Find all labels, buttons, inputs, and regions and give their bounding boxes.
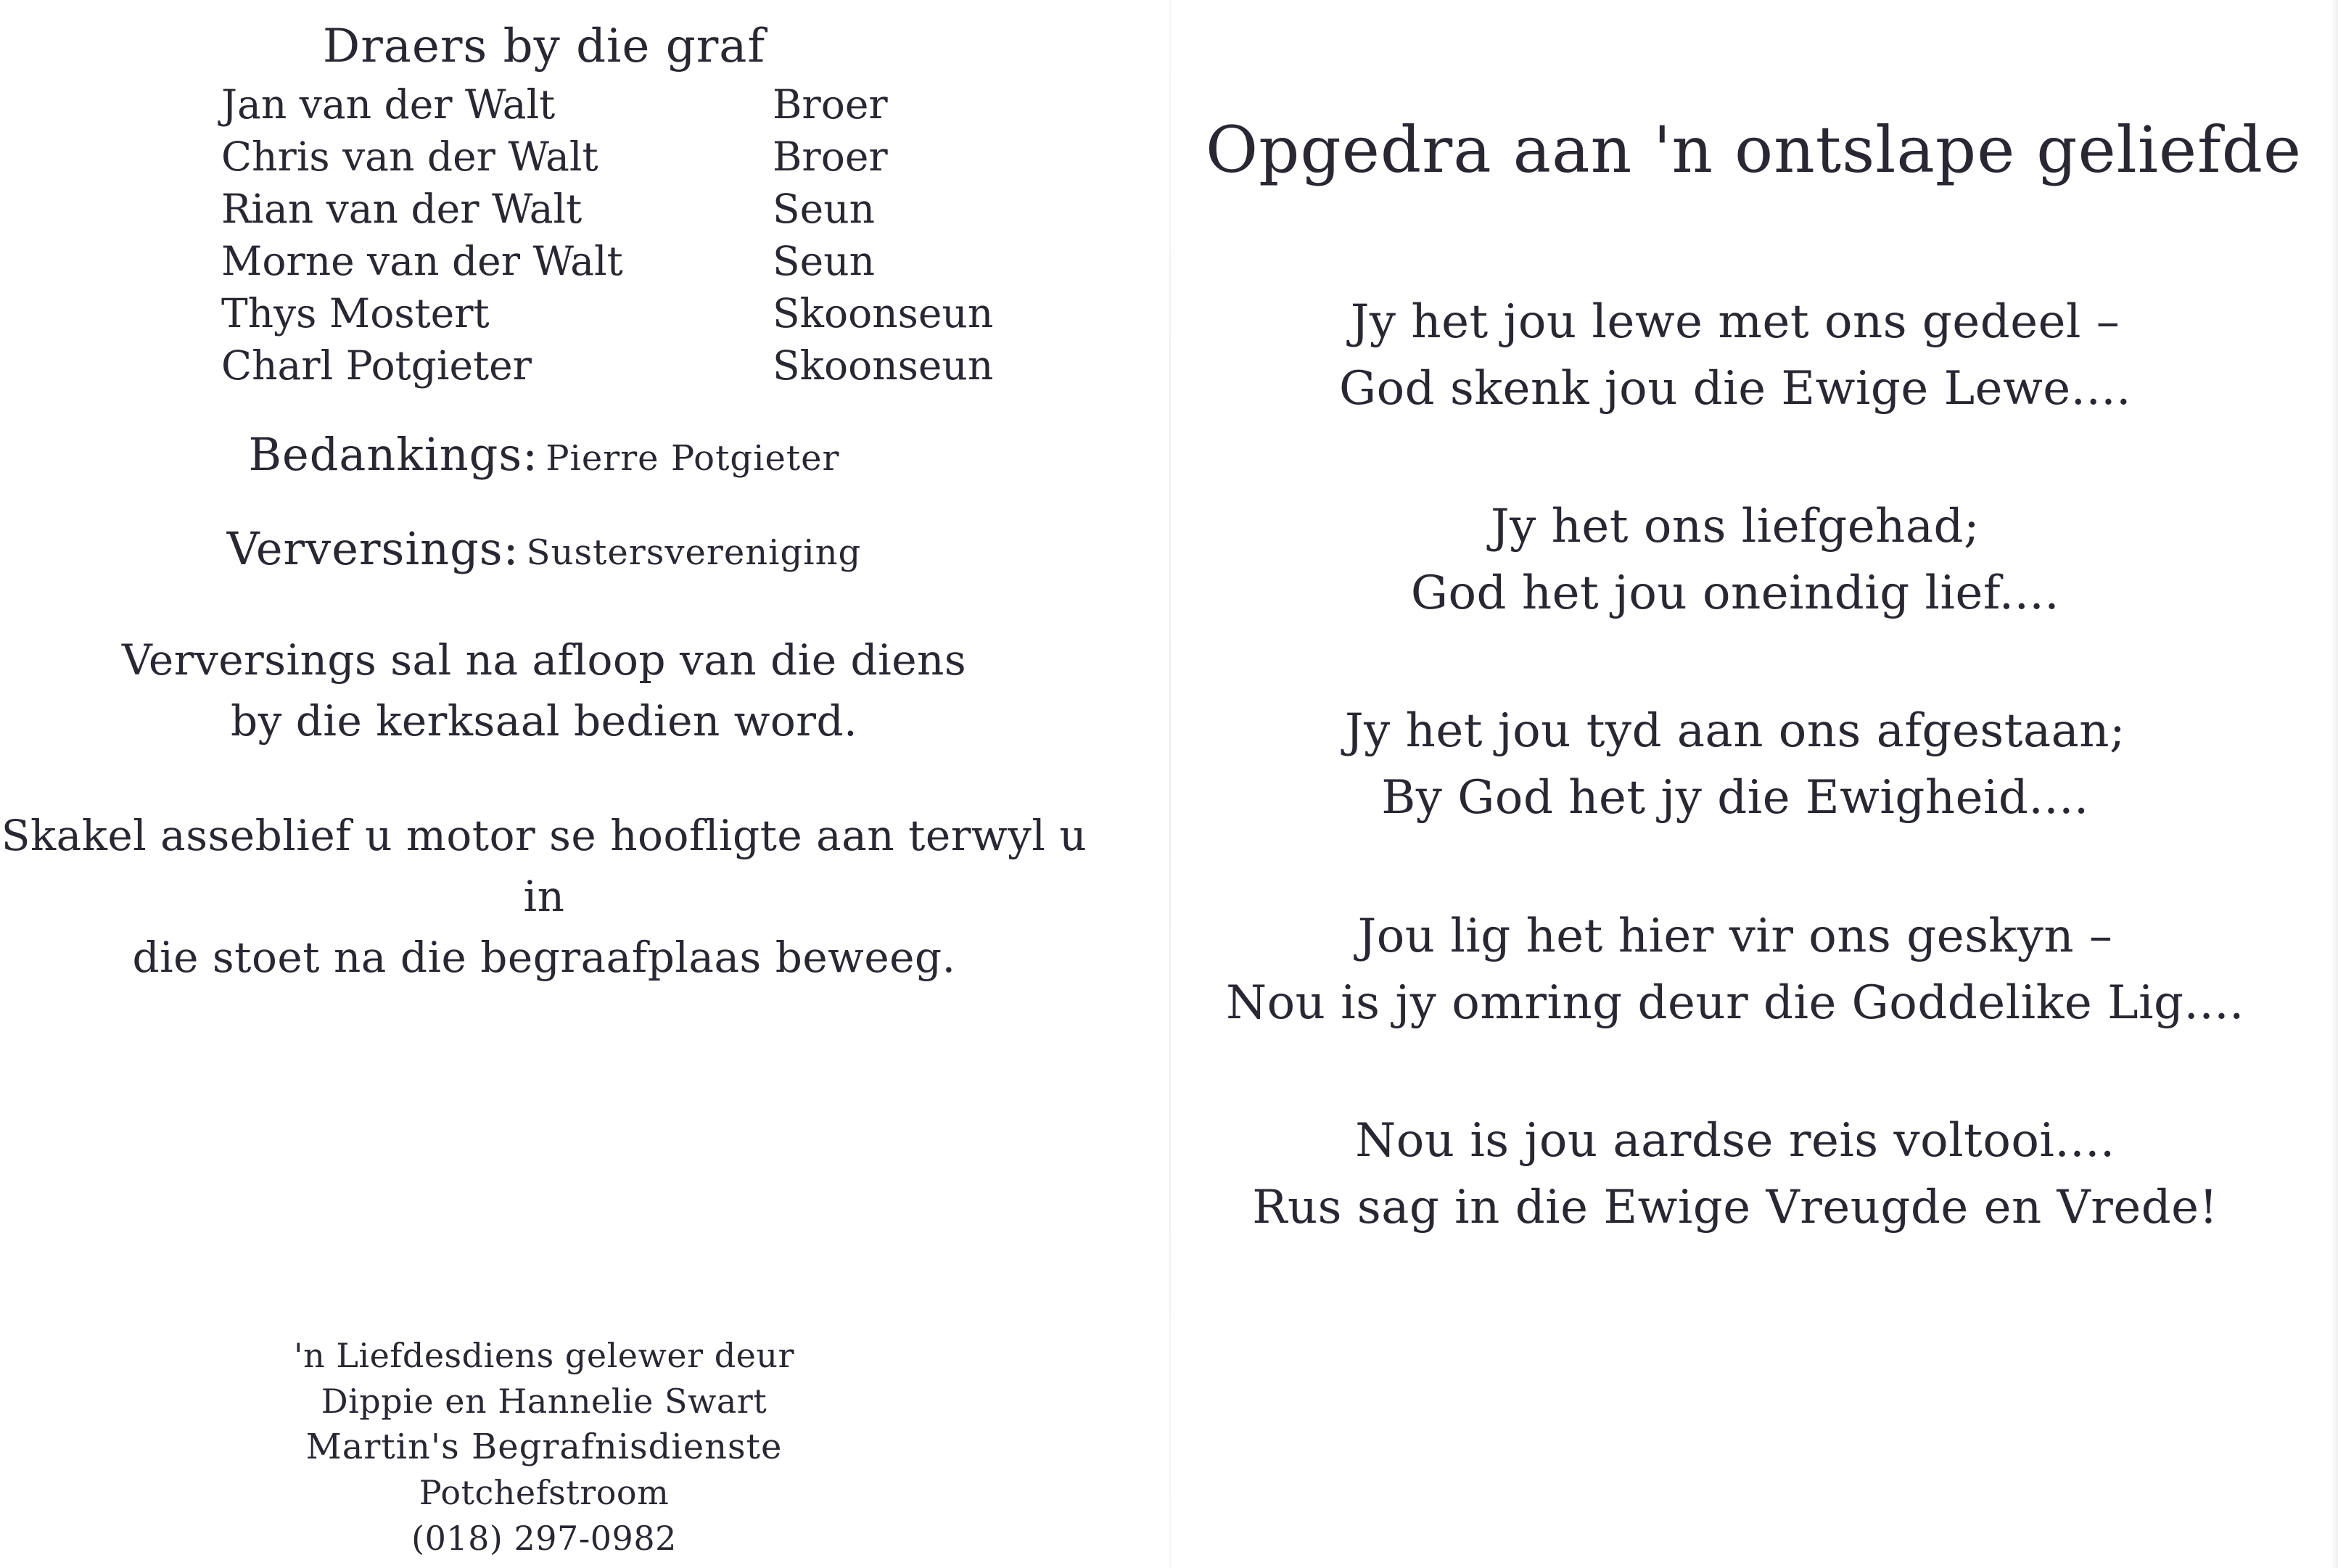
- pallbearer-relation: Skoonseun: [773, 342, 994, 389]
- poem-line: Jy het ons liefgehad;: [1491, 500, 1980, 553]
- poem-line: Nou is jou aardse reis voltooi....: [1355, 1114, 2115, 1168]
- headlights-notice: [0, 805, 1088, 988]
- poem-stanza: [1169, 289, 2301, 422]
- pallbearer-name: Morne van der Walt: [221, 238, 623, 284]
- thanks-line: [0, 424, 1088, 497]
- pallbearer-name: Chris van der Walt: [221, 133, 598, 180]
- pallbearer-relation: Broer: [773, 133, 888, 180]
- funeral-company-name: Martin's Begrafnisdienste: [305, 1427, 783, 1467]
- refreshments-value: Sustersvereniging: [526, 532, 862, 573]
- pallbearer-relation: Seun: [773, 238, 876, 284]
- scan-edge: [2331, 0, 2338, 1568]
- pallbearer-name: Thys Mostert: [221, 290, 490, 337]
- pallbearer-row: [221, 183, 1019, 235]
- poem-stanza: [1169, 1107, 2301, 1241]
- footer-line: 'n Liefdesdiens gelewer deur: [293, 1336, 794, 1375]
- pallbearers-list: [221, 78, 1019, 392]
- footer-city: Potchefstroom: [419, 1473, 670, 1512]
- pallbearer-row: [221, 287, 1019, 339]
- notice-line: Skakel asseblief u motor se hoofligte aan terwyl u in: [1, 811, 1087, 921]
- pallbearer-row: [221, 131, 1019, 183]
- funeral-service-footer: [0, 1333, 1088, 1561]
- notice-line: by die kerksaal bedien word.: [230, 696, 858, 746]
- footer-phone: (018) 297-0982: [411, 1519, 677, 1558]
- thanks-value: Pierre Potgieter: [546, 438, 840, 479]
- pallbearer-relation: Seun: [773, 186, 876, 232]
- pallbearer-relation: Skoonseun: [773, 290, 994, 337]
- thanks-label: Bedankings:: [248, 428, 539, 481]
- refreshments-notice: [0, 630, 1088, 751]
- poem-line: God skenk jou die Ewige Lewe....: [1339, 362, 2131, 416]
- pallbearer-name: Jan van der Walt: [221, 81, 556, 128]
- poem-stanza: [1169, 698, 2301, 831]
- pallbearer-name: Rian van der Walt: [221, 186, 583, 232]
- notice-line: die stoet na die begraafplaas beweeg.: [132, 933, 956, 982]
- right-page: [1169, 0, 2338, 1568]
- pallbearer-row: [221, 78, 1019, 131]
- notice-line: Verversings sal na afloop van die diens: [121, 635, 967, 685]
- refreshments-label: Verversings:: [226, 522, 519, 575]
- poem-line: God het jou oneindig lief....: [1410, 566, 2060, 620]
- poem-title: Opgedra aan 'n ontslape geliefde: [1205, 112, 2302, 187]
- poem-line: Jou lig het hier vir ons geskyn –: [1357, 909, 2113, 963]
- poem-stanza: [1169, 903, 2301, 1036]
- poem-stanza: [1169, 493, 2301, 627]
- footer-line: Dippie en Hannelie Swart: [321, 1382, 767, 1421]
- pallbearer-name: Charl Potgieter: [221, 342, 532, 389]
- poem-line: Nou is jy omring deur die Goddelike Lig....: [1226, 976, 2244, 1030]
- pallbearer-relation: Broer: [773, 81, 888, 128]
- refreshments-line: [0, 519, 1088, 591]
- pallbearer-row: [221, 235, 1019, 287]
- pallbearers-title: Draers by die graf: [322, 20, 766, 73]
- pallbearer-row: [221, 339, 1019, 392]
- poem-line: Jy het jou tyd aan ons afgestaan;: [1344, 704, 2126, 758]
- poem-line: Jy het jou lewe met ons gedeel –: [1350, 295, 2120, 349]
- poem-line: By God het jy die Ewigheid....: [1381, 771, 2089, 825]
- poem-line: Rus sag in die Ewige Vreugde en Vrede!: [1252, 1181, 2218, 1234]
